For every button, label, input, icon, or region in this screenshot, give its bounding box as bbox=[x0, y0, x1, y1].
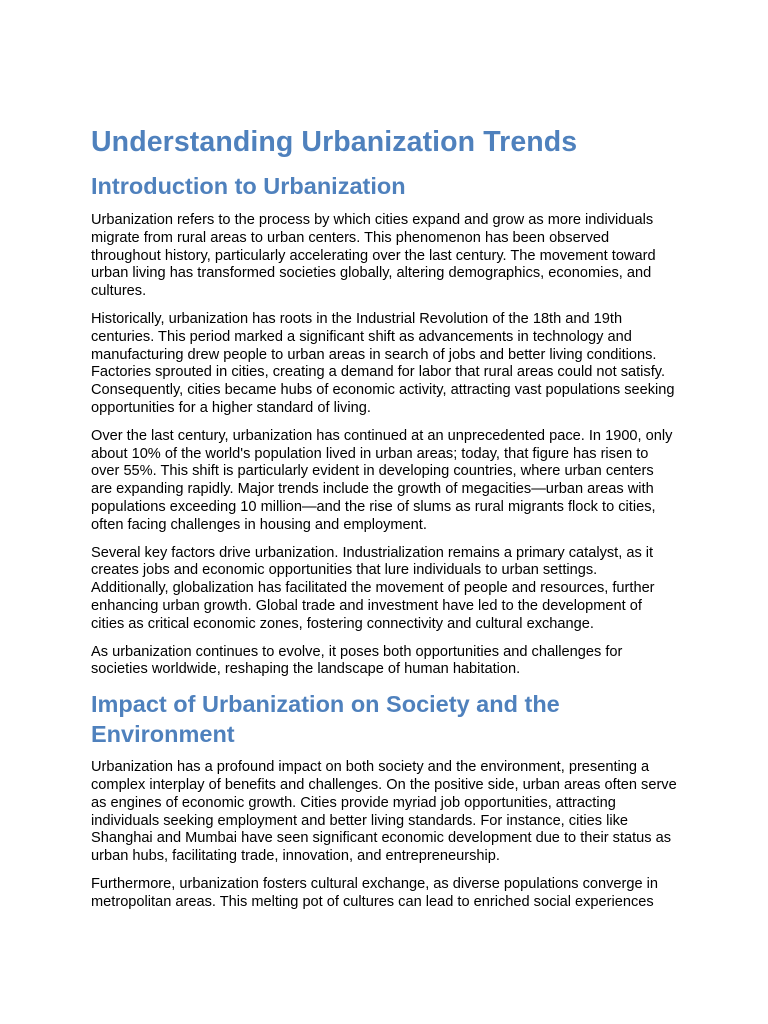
paragraph: Historically, urbanization has roots in the Industrial Revolution of the 18th and 19th centuries. This period marked a significant shift as advancements in technology and manufacturing drew people to urban areas in search of jobs and better living conditions. Factories sprouted in cities, creating a demand for labor that rural areas could not satisfy. Consequently, cities became hubs of economic activity, attracting vast populations seeking opportunities for a higher standard of living. bbox=[91, 310, 675, 416]
document-body bbox=[91, 123, 677, 922]
section-heading-impact: Impact of Urbanization on Society and the Environment bbox=[91, 691, 560, 748]
section-heading-introduction: Introduction to Urbanization bbox=[91, 173, 406, 199]
paragraph: Furthermore, urbanization fosters cultural exchange, as diverse populations converge in metropolitan areas. This melting pot of cultures can lead to enriched social experiences bbox=[91, 875, 659, 910]
paragraph: Several key factors drive urbanization. Industrialization remains a primary catalyst, as it creates jobs and economic opportunities that lure individuals to urban settings. Additionally, globalization has facilitated the movement of people and resources, further enhancing urban growth. Global trade and investment have led to the development of cities as critical economic zones, fostering connectivity and cultural exchange. bbox=[91, 544, 655, 632]
paragraph: As urbanization continues to evolve, it poses both opportunities and challenges for societies worldwide, reshaping the landscape of human habitation. bbox=[91, 643, 623, 678]
section-impact bbox=[91, 689, 677, 911]
section-introduction bbox=[91, 171, 677, 679]
paragraph: Urbanization refers to the process by which cities expand and grow as more individuals migrate from rural areas to urban centers. This phenomenon has been observed throughout history, particularly accelerating over the last century. The movement toward urban living has transformed societies globally, altering demographics, economies, and cultures. bbox=[91, 212, 656, 300]
paragraph: Over the last century, urbanization has continued at an unprecedented pace. In 1900, only about 10% of the world's population lived in urban areas; today, that figure has risen to over 55%. This shift is particularly evident in developing countries, where urban centers are expanding rapidly. Major trends include the growth of megacities—urban areas with populations exceeding 10 million—and the rise of slums as rural migrants flock to cities, often facing challenges in housing and employment. bbox=[91, 427, 673, 533]
document-title: Understanding Urbanization Trends bbox=[91, 126, 578, 158]
paragraph: Urbanization has a profound impact on both society and the environment, presenting a complex interplay of benefits and challenges. On the positive side, urban areas often serve as engines of economic growth. Cities provide myriad job opportunities, attracting individuals seeking employment and better living standards. For instance, cities like Shanghai and Mumbai have seen significant economic development due to their status as urban hubs, facilitating trade, innovation, and entrepreneurship. bbox=[91, 759, 677, 865]
